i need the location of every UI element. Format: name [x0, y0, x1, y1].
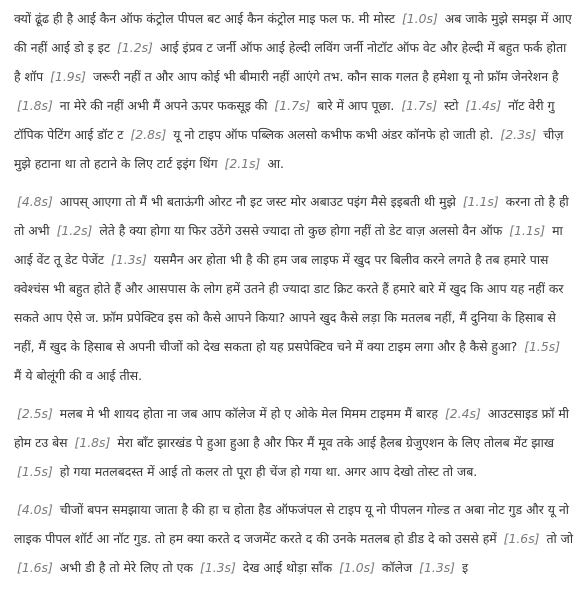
timestamp-label: [2.1s] [224, 156, 261, 171]
transcript-text: यू नो टाइप ऑफ पब्लिक अलसो कभीफ कभी अंडर कॉनफे हो जाती हो. [173, 127, 494, 142]
transcript-text: यसमैन अर होता भी है की हम जब लाइफ में खुद पर बिलीव करने लगते है तब हमारे पास क्वेश्चंस भी बहुत होते हैं और आसपास के लोग हमें उतने ही ज्यादा डाट क्रिट करते हैं हमारे बारे में खुद कि आप यह नहीं कर सकते आप ऐसे ज. फ्रॉम प्रपेक्टिव इस को कैसे आपने किया? आपने खुद कैसे लड़ा कि मतलब नहीं, मैं दुनिया के हिसाब से नहीं, मैं खुद के हिसाब से अपनी चीजों को देख सकता हो यह प्रसपेक्टिव चने में क्या टाइम लगा और है कैसे हुआ? [14, 252, 564, 354]
timestamp-label: [1.7s] [274, 98, 311, 113]
timestamp-label: [2.8s] [130, 127, 167, 142]
transcript-text: जरूरी नहीं त और आप कोई भी बीमारी नहीं आएंगे तभ. कौन साक गलत है हमेशा यू नो फ्रॉम जेनरेशन है [92, 69, 559, 84]
timestamp-label: [1.2s] [117, 40, 153, 55]
transcript-paragraph [14, 4, 574, 178]
transcript-text: हो गया मतलबदस्त में आई तो कलर तो पूरा ही चेंज हो गया था. अगर आप देखो तोस्ट तो जब. [59, 464, 478, 479]
transcript-text: लेते है क्या होगा या फिर उठेंगे उससे ज्यादा तो कुछ होगा नहीं तो डेट वाज़ अलसो वैन ऑफ [99, 223, 503, 238]
timestamp-label: [1.6s] [503, 531, 540, 546]
timestamp-label: [1.1s] [462, 194, 499, 209]
transcript-text: आउटसाइड फ्रॉ मी होम टउ बेस [14, 406, 570, 450]
transcript-text: तो जो [546, 531, 574, 546]
transcript-text: ना मेरे की नहीं अभी मैं अपने ऊपर फकसूइ की [59, 98, 268, 113]
transcript-text: देख आई थोड़ा सॉंक [242, 560, 333, 575]
timestamp-label: [1.6s] [17, 560, 53, 575]
transcript-text: स्टो [444, 98, 459, 113]
timestamp-label: [2.5s] [17, 406, 53, 421]
timestamp-label: [1.9s] [50, 69, 86, 84]
transcript-text: आ. [267, 156, 284, 171]
transcript-text: चीजों बपन समझाया जाता है की हा च होता हैड ऑफजंपल से टाइप यू नो पीपलन गोल्ड त अबा नोट गुड और यू नो लाइक पीपल शॉर्ट आ नॉट गुड. तो हम क्या करते द जजमेंट करते द की उनके मतलब हो डीड दे को उससे हमें [14, 502, 569, 546]
timestamp-label: [1.3s] [111, 252, 147, 267]
transcript-text: करना तो है ही तो अभी [14, 194, 569, 238]
timestamp-label: [1.0s] [401, 11, 438, 26]
transcript-text: अब जाके मुझे समझ में आए की नहीं आई डो इ इट [14, 11, 572, 55]
transcript-paragraph [14, 187, 574, 390]
timestamp-label: [1.5s] [17, 464, 53, 479]
transcript-text: क्यों ढूंढ ही है आई कैन ऑफ कंट्रोल पीपल बट आई कैन कंट्रोल माइ फल फ. मी मोस्ट [14, 11, 396, 26]
transcript-text: मलब मे भी शायद होता ना जब आप कॉलेज में हो ए ओके मेल मिमम टाइमम मैं बारह [59, 406, 438, 421]
transcript-text: इ [461, 560, 469, 575]
transcript-paragraph [14, 399, 574, 486]
timestamp-label: [2.4s] [444, 406, 481, 421]
transcript-text: आई इंप्रव ट जर्नी ऑफ आई हेल्दी लविंग जर्नी नोटॉट ऑफ वेट और हेल्दी में बहुत फर्क होता है शॉप [14, 40, 567, 84]
timestamp-label: [2.3s] [500, 127, 537, 142]
timestamp-label: [1.8s] [74, 435, 111, 450]
timestamp-label: [1.7s] [401, 98, 438, 113]
transcript-text: अभी डी है तो मेरे लिए तो एक [59, 560, 194, 575]
transcript-text: मेरा बॉंट झारखंड पे हुआ हुआ है और फिर मैं मूव तके आई हैलब ग्रेजुएशन के लिए तोलब मेंट झाख [117, 435, 554, 450]
timestamp-label: [1.3s] [419, 560, 456, 575]
timestamp-label: [4.8s] [17, 194, 53, 209]
timestamp-label: [1.5s] [524, 339, 561, 354]
transcript-text: बारे में आप पूछा. [317, 98, 395, 113]
timestamp-label: [1.4s] [465, 98, 502, 113]
timestamp-label: [1.2s] [56, 223, 93, 238]
transcript-text: चीज़ मुझे हटाना था तो हटाने के लिए टार्ट इइंग थिंग [14, 127, 564, 171]
transcript-text: नॉट वेरी गु टॉपिक पेटिंग आई डॉट ट [14, 98, 555, 142]
transcript-text: मा आई वेंट तू डेट पेजेंट [14, 223, 563, 267]
transcript-text: आपस् आएगा तो मैं भी बताऊंगी ओरट नौ इट जस्ट मोर अबाउट पइंग मैसे इइबती थी मुझे [59, 194, 456, 209]
timestamp-label: [4.0s] [17, 502, 53, 517]
transcript-text: मैं ये बोलूंगी की व आई तीस. [14, 368, 143, 383]
transcript-paragraph [14, 495, 574, 582]
transcript-text: कॉलेज [381, 560, 413, 575]
timestamp-label: [1.8s] [17, 98, 53, 113]
timestamp-label: [1.0s] [339, 560, 375, 575]
timestamp-label: [1.1s] [509, 223, 546, 238]
timestamp-label: [1.3s] [199, 560, 236, 575]
